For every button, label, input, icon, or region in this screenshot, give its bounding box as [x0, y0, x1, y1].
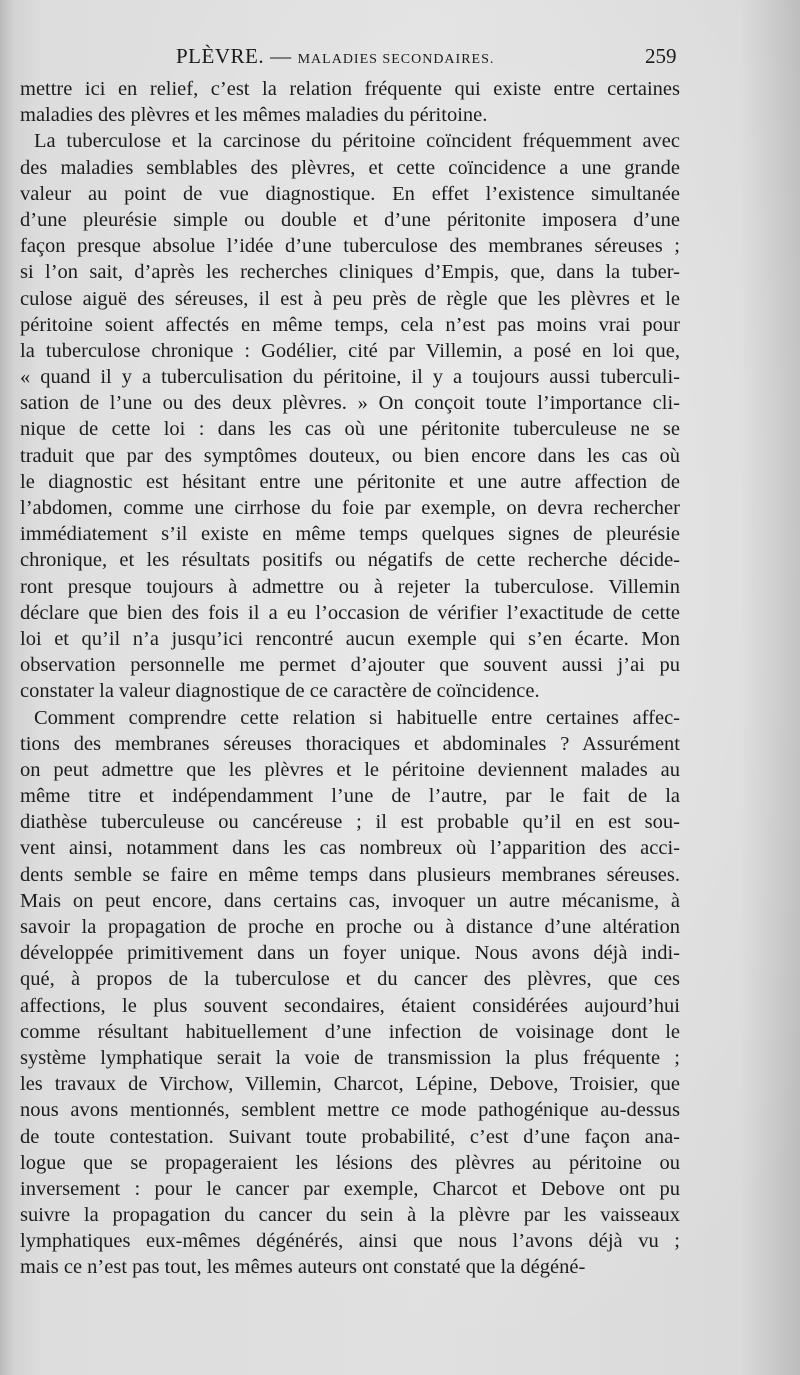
text-line: savoir la propagation de proche en proche ou à distance d’une altération — [20, 916, 680, 938]
text-line: la tuberculose chronique : Godélier, cité par Villemin, a posé en loi que, — [20, 339, 680, 362]
text-line: Mais on peut encore, dans certains cas, invoquer un autre mécanisme, à — [20, 889, 680, 912]
text-line: l’abdomen, comme une cirrhose du foie par exemple, on devra rechercher — [20, 497, 680, 519]
text-line: valeur au point de vue diagnostique. En effet l’existence simultanée — [20, 182, 680, 205]
text-line: observation personnelle me permet d’ajouter que souvent aussi j’ai pu — [20, 654, 680, 677]
text-line: nique de cette loi : dans les cas où une péritonite tuberculeuse ne se — [20, 418, 680, 441]
text-line: constater la valeur diagnostique de ce caractère de coïncidence. — [20, 680, 540, 703]
text-line: « quand il y a tuberculisation du péritoine, il y a toujours aussi tuberculi- — [20, 366, 680, 389]
text-line: mettre ici en relief, c’est la relation fréquente qui existe entre certaines — [20, 78, 680, 100]
text-line: d’une pleurésie simple ou double et d’une péritonite imposera d’une — [20, 208, 680, 231]
page-header — [0, 44, 800, 74]
text-line: déclare que bien des fois il a eu l’occasion de vérifier l’exactitude de cette — [20, 601, 680, 624]
text-line: nous avons mentionnés, semblent mettre ce mode pathogénique au-dessus — [20, 1099, 680, 1122]
running-title-subtitle: MALADIES SECONDAIRES. — [297, 52, 495, 67]
text-line: comme résultant habituellement d’une infection de voisinage dont le — [20, 1020, 680, 1043]
text-line: inversement : pour le cancer par exemple, Charcot et Debove ont pu — [20, 1177, 680, 1200]
text-line: immédiatement s’il existe en même temps quelques signes de pleurésie — [20, 523, 680, 546]
text-line: si l’on sait, d’après les recherches cliniques d’Empis, que, dans la tuber- — [20, 261, 680, 284]
text-line: système lymphatique serait la voie de transmission la plus fréquente ; — [20, 1046, 680, 1069]
text-line: traduit que par des symptômes douteux, ou bien encore dans les cas où — [20, 444, 680, 467]
text-line: La tuberculose et la carcinose du péritoine coïncident fréquemment avec — [34, 130, 680, 153]
text-line: culose aiguë des séreuses, il est à peu près de règle que les plèvres et le — [20, 287, 680, 310]
text-line: maladies des plèvres et les mêmes maladies du péritoine. — [20, 104, 488, 127]
text-line: chronique, et les résultats positifs ou négatifs de cette recherche décide- — [20, 549, 680, 572]
running-title — [176, 44, 494, 69]
text-line: loi et qu’il n’a jusqu’ici rencontré aucun exemple qui s’en écarte. Mon — [20, 627, 680, 650]
text-line: le diagnostic est hésitant entre une péritonite et une autre affection de — [20, 470, 680, 493]
text-line: lymphatiques eux-mêmes dégénérés, ainsi que nous l’avons déjà vu ; — [20, 1230, 680, 1253]
text-line: dents semble se faire en même temps dans plusieurs membranes séreuses. — [20, 863, 680, 886]
text-line: ront presque toujours à admettre ou à rejeter la tuberculose. Villemin — [20, 575, 680, 598]
text-line: sation de l’une ou des deux plèvres. » On conçoit toute l’importance cli- — [20, 392, 680, 415]
text-line: péritoine soient affectés en même temps, cela n’est pas moins vrai pour — [20, 313, 680, 336]
text-line: tions des membranes séreuses thoraciques et abdominales ? Assurément — [20, 732, 680, 755]
text-line: les travaux de Virchow, Villemin, Charcot, Lépine, Debove, Troisier, que — [20, 1073, 680, 1096]
text-line: logue que se propageraient les lésions des plèvres au péritoine ou — [20, 1151, 680, 1174]
text-line: de toute contestation. Suivant toute probabilité, c’est d’une façon ana- — [20, 1125, 680, 1148]
text-line: qué, à propos de la tuberculose et du cancer des plèvres, que ces — [20, 968, 680, 991]
text-line: des maladies semblables des plèvres, et cette coïncidence a une grande — [20, 156, 680, 179]
page-number: 259 — [645, 44, 677, 68]
text-line: façon presque absolue l’idée d’une tuberculose des membranes séreuses ; — [20, 235, 680, 258]
text-line: Comment comprendre cette relation si habituelle entre certaines affec- — [34, 706, 680, 729]
text-line: développée primitivement dans un foyer unique. Nous avons déjà indi- — [20, 942, 680, 965]
body-text — [20, 76, 680, 1281]
text-line: même titre et indépendamment l’une de l’autre, par le fait de la — [20, 785, 680, 808]
running-title-separator: — — [270, 44, 292, 68]
running-title-main: PLÈVRE. — [176, 44, 265, 68]
text-line: vent ainsi, notamment dans les cas nombreux où l’apparition des acci- — [20, 837, 680, 860]
text-line: on peut admettre que les plèvres et le péritoine deviennent malades au — [20, 758, 680, 781]
text-line: affections, le plus souvent secondaires, étaient considérées aujourd’hui — [20, 994, 680, 1017]
text-line: diathèse tuberculeuse ou cancéreuse ; il est probable qu’il en est sou- — [20, 811, 680, 834]
text-line: suivre la propagation du cancer du sein à la plèvre par les vaisseaux — [20, 1204, 680, 1227]
text-line: mais ce n’est pas tout, les mêmes auteurs ont constaté que la dégéné- — [20, 1256, 586, 1279]
